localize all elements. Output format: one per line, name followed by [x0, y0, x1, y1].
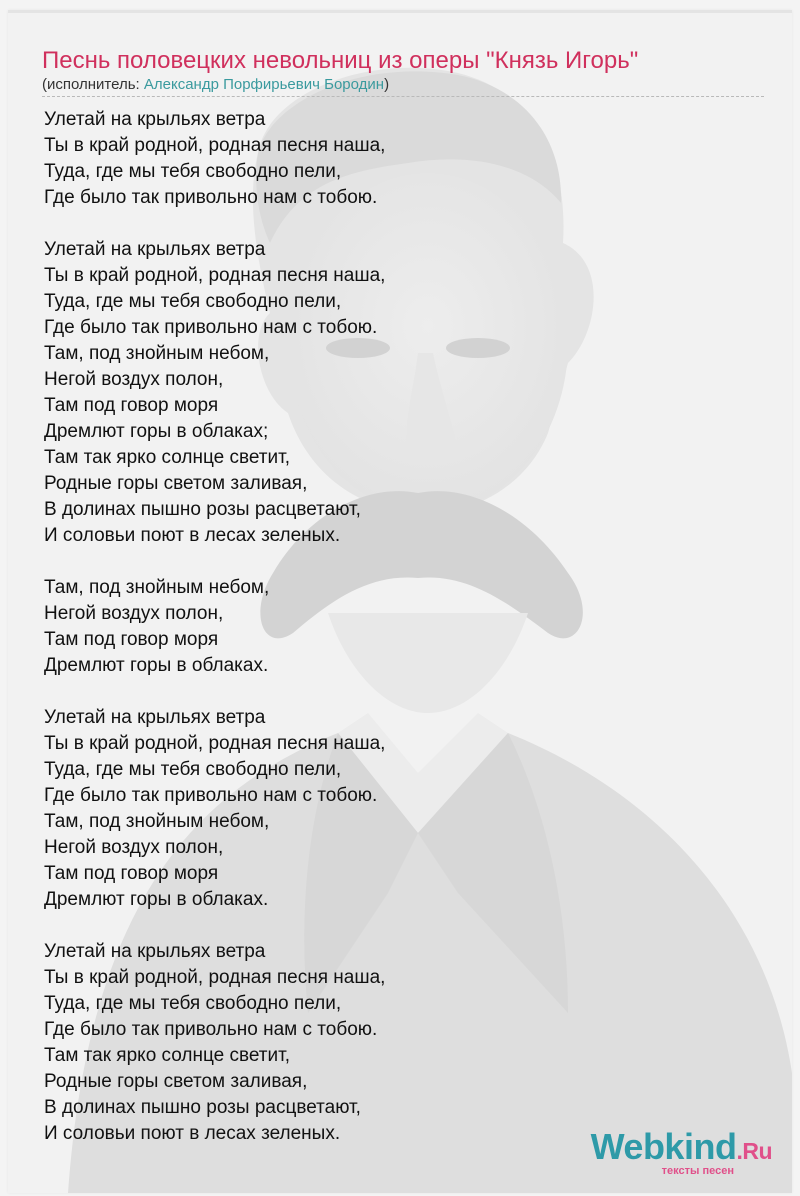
- lyrics-line: Там, под знойным небом,: [44, 577, 270, 598]
- logo-tagline: тексты песен: [661, 1165, 734, 1177]
- lyrics-line: Там под говор моря: [44, 395, 219, 416]
- lyrics-line: Туда, где мы тебя свободно пели,: [44, 759, 342, 780]
- lyrics-line: Туда, где мы тебя свободно пели,: [44, 291, 342, 312]
- performer-suffix: ): [384, 76, 390, 93]
- lyrics-line: Там так ярко солнце светит,: [44, 447, 290, 468]
- lyrics-line: Ты в край родной, родная песня наша,: [44, 135, 386, 156]
- lyrics-line: Дремлют горы в облаках;: [44, 421, 269, 442]
- lyrics-line: Где было так привольно нам с тобою.: [44, 785, 378, 806]
- logo-tld: .Ru: [736, 1138, 772, 1164]
- lyrics-line: И соловьи поют в лесах зеленых.: [44, 1123, 341, 1144]
- lyrics-line: Где было так привольно нам с тобою.: [44, 187, 378, 208]
- logo-wordmark: [590, 1126, 772, 1169]
- lyrics-line: Улетай на крыльях ветра: [44, 239, 266, 260]
- lyrics-line: Ты в край родной, родная песня наша,: [44, 265, 386, 286]
- lyrics-line: Дремлют горы в облаках.: [44, 655, 269, 676]
- song-title: Песнь половецких невольниц из оперы "Князь Игорь": [42, 47, 639, 74]
- lyrics-line: Туда, где мы тебя свободно пели,: [44, 993, 342, 1014]
- lyrics-line: Негой воздух полон,: [44, 369, 224, 390]
- lyrics-line: Там, под знойным небом,: [44, 811, 270, 832]
- lyrics-stanza: [44, 237, 744, 549]
- lyrics-line: В долинах пышно розы расцветают,: [44, 1097, 361, 1118]
- lyrics-line: И соловьи поют в лесах зеленых.: [44, 525, 341, 546]
- lyrics-line: Родные горы светом заливая,: [44, 1071, 308, 1092]
- performer-line: [42, 76, 389, 93]
- lyrics-line: Там, под знойным небом,: [44, 343, 270, 364]
- dotted-divider: [42, 96, 764, 97]
- lyrics-line: Где было так привольно нам с тобою.: [44, 317, 378, 338]
- lyrics-line: Ты в край родной, родная песня наша,: [44, 967, 386, 988]
- lyrics-text: [44, 107, 744, 1173]
- lyrics-line: Родные горы светом заливая,: [44, 473, 308, 494]
- logo-brand: Webkind: [590, 1126, 737, 1167]
- lyrics-stanza: [44, 939, 744, 1147]
- lyrics-line: В долинах пышно розы расцветают,: [44, 499, 361, 520]
- lyrics-stanza: [44, 705, 744, 913]
- lyrics-line: Улетай на крыльях ветра: [44, 707, 266, 728]
- lyrics-line: Там под говор моря: [44, 863, 219, 884]
- lyrics-stanza: [44, 575, 744, 679]
- lyrics-line: Улетай на крыльях ветра: [44, 941, 266, 962]
- lyrics-stanza: [44, 107, 744, 211]
- lyrics-line: Негой воздух полон,: [44, 603, 224, 624]
- lyrics-line: Ты в край родной, родная песня наша,: [44, 733, 386, 754]
- lyrics-card: [8, 10, 792, 1193]
- performer-prefix: (исполнитель:: [42, 76, 144, 93]
- artist-link[interactable]: Александр Порфирьевич Бородин: [143, 76, 385, 93]
- lyrics-line: Туда, где мы тебя свободно пели,: [44, 161, 342, 182]
- lyrics-line: Где было так привольно нам с тобою.: [44, 1019, 378, 1040]
- lyrics-line: Там под говор моря: [44, 629, 219, 650]
- site-logo[interactable]: [590, 1126, 772, 1177]
- lyrics-line: Там так ярко солнце светит,: [44, 1045, 290, 1066]
- lyrics-line: Негой воздух полон,: [44, 837, 224, 858]
- lyrics-line: Дремлют горы в облаках.: [44, 889, 269, 910]
- lyrics-line: Улетай на крыльях ветра: [44, 109, 266, 130]
